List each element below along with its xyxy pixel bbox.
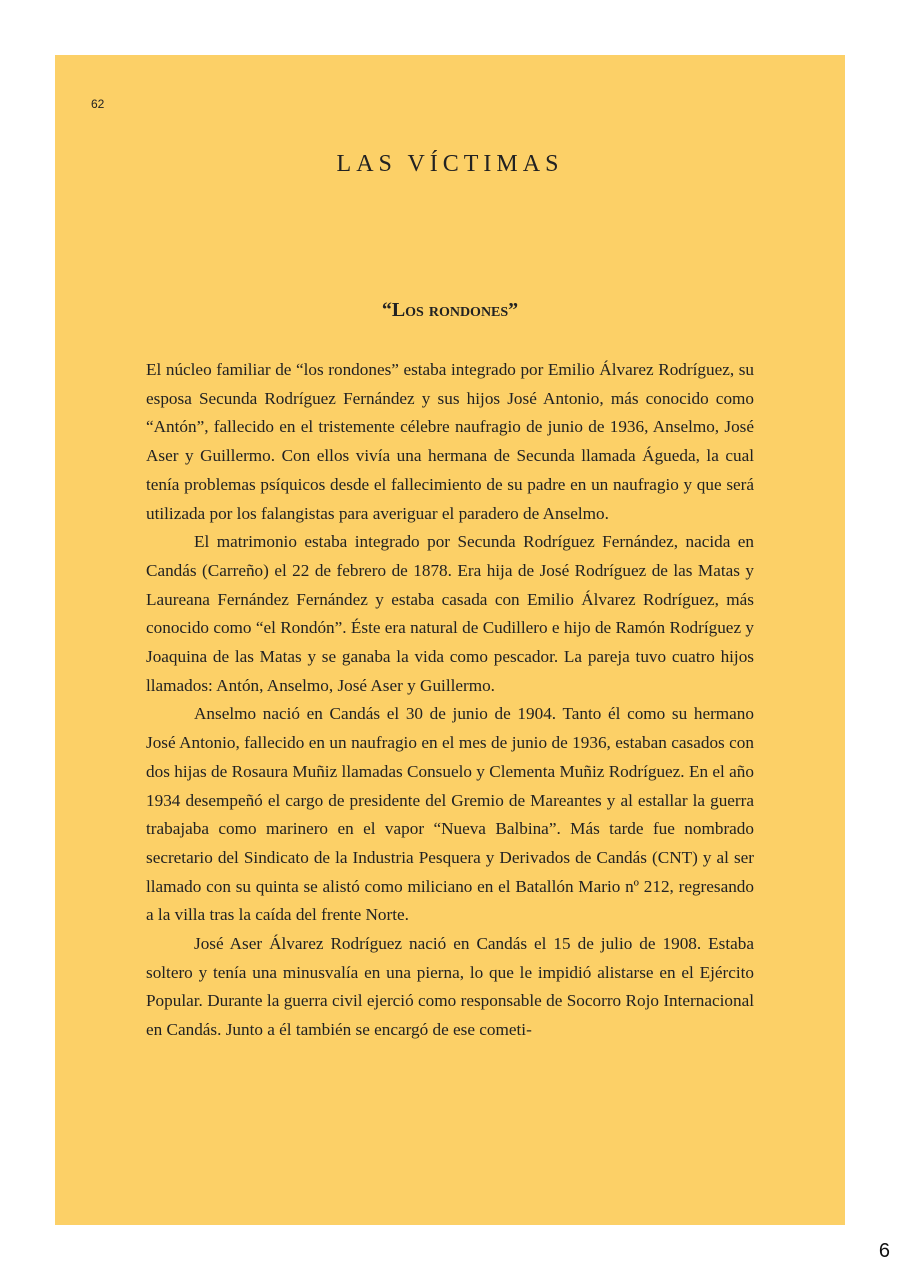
- subtitle: “Los rondones”: [381, 299, 519, 321]
- folio-number: 6: [878, 1240, 890, 1262]
- section-title: LAS VÍCTIMAS: [336, 151, 564, 177]
- page-number: 62: [91, 97, 105, 111]
- paragraph-3: Anselmo nació en Candás el 30 de junio de 1904. Tanto él como su hermano José Antonio, fallecido en un naufragio en el mes de junio de 1936, estaban casados con dos hijas de Rosaura Muñiz llamadas Consuelo y Clementa Muñiz Rodríguez. En el año 1934 desempeñó el cargo de presidente del Gremio de Mareantes y al estallar la guerra trabajaba como marinero en el vapor “Nueva Balbina”. Más tarde fue nombrado secretario del Sindicato de la Industria Pesquera y Derivados de Candás (CNT) y al ser llamado con su quinta se alistó como miliciano en el Batallón Mario nº 212, regresando a la villa tras la caída del frente Norte.: [146, 704, 754, 925]
- paragraph-2: El matrimonio estaba integrado por Secunda Rodríguez Fernández, nacida en Candás (Carreño) el 22 de febrero de 1878. Era hija de José Rodríguez de las Matas y Laureana Fernández Fernández y estaba casada con Emilio Álvarez Rodríguez, más conocido como “el Rondón”. Éste era natural de Cudillero e hijo de Ramón Rodríguez y Joaquina de las Matas y se ganaba la vida como pescador. La pareja tuvo cuatro hijos llamados: Antón, Anselmo, José Aser y Guillermo.: [146, 532, 754, 695]
- book-page: [55, 55, 845, 1225]
- body-text: [146, 356, 754, 1045]
- paragraph-1: El núcleo familiar de “los rondones” estaba integrado por Emilio Álvarez Rodríguez, su esposa Secunda Rodríguez Fernández y sus hijos José Antonio, más conocido como “Antón”, fallecido en el tristemente célebre naufragio de junio de 1936, Anselmo, José Aser y Guillermo. Con ellos vivía una hermana de Secunda llamada Águeda, la cual tenía problemas psíquicos desde el fallecimiento de su padre en un naufragio y que será utilizada por los falangistas para averiguar el paradero de Anselmo.: [146, 360, 754, 523]
- paragraph-4: José Aser Álvarez Rodríguez nació en Candás el 15 de julio de 1908. Estaba soltero y tenía una minusvalía en una pierna, lo que le impidió alistarse en el Ejército Popular. Durante la guerra civil ejerció como responsable de Socorro Rojo Internacional en Candás. Junto a él también se encargó de ese cometi-: [146, 934, 754, 1040]
